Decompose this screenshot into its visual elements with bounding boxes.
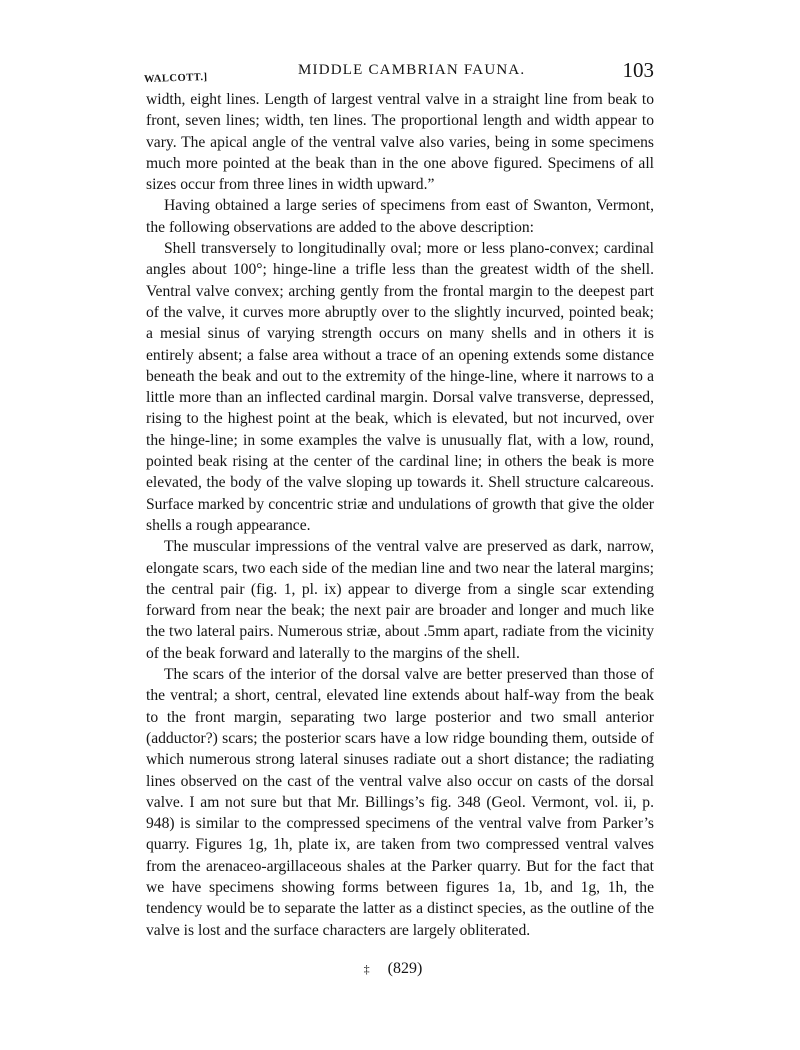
printer-mark: ‡: [363, 962, 370, 976]
folio-number: (829): [387, 960, 423, 977]
paragraph-continuation: width, eight lines. Length of largest ventral valve in a straight line from beak to front, seven lines; width, ten lines. The proportional length and width appear to vary. The apical angle of the ventral valve also varies, being in some specimens much more pointed at the beak than in the one above figured. Specimens of all sizes occur from three lines in width upward.”: [146, 91, 654, 194]
paragraph-shell-description: Shell transversely to longitudinally oval; more or less plano-convex; cardinal angles about 100°; hinge-line a trifle less than the greatest width of the shell. Ventral valve convex; arching gently from the frontal margin to the deepest part of the valve, it curves more abruptly over to the slightly incurved, pointed beak; a mesial sinus of varying strength occurs on many shells and in others it is entirely absent; a false area without a trace of an opening extends some distance beneath the beak and out to the extremity of the hinge-line, where it narrows to a little more than an inflected cardinal margin. Dorsal valve transverse, depressed, rising to the highest point at the beak, which is elevated, but not incurved, over the hinge-line; in some examples the valve is unusually flat, with a low, round, pointed beak rising at the center of the cardinal line; in others the beak is more elevated, the body of the valve sloping up towards it. Shell structure calcareous. Surface marked by concentric striæ and undulations of growth that give the older shells a rough appearance.: [146, 240, 654, 534]
paragraph-observations-intro: Having obtained a large series of specimens from east of Swanton, Vermont, the following observations are added to the above description:: [146, 197, 654, 236]
running-header: [130, 60, 660, 84]
paragraph-dorsal-scars: The scars of the interior of the dorsal valve are better preserved than those of the ventral; a short, central, elevated line extends about half-way from the beak to the front margin, separating two large posterior and two small anterior (adductor?) scars; the posterior scars have a low ridge bounding them, outside of which numerous strong lateral sinuses radiate out a short distance; the radiating lines observed on the cast of the ventral valve also occur on casts of the dorsal valve. I am not sure but that Mr. Billings’s fig. 348 (Geol. Vermont, vol. ii, p. 948) is similar to the compressed specimens of the ventral valve from Parker’s quarry. Figures 1g, 1h, plate ix, are taken from two compressed ventral valves from the arenaceo-argillaceous shales at the Parker quarry. But for the fact that we have specimens showing forms between figures 1a, 1b, and 1g, 1h, the tendency would be to separate the latter as a distinct species, as the outline of the valve is lost and the surface characters are largely obliterated.: [146, 666, 654, 939]
page-footer: [0, 960, 800, 978]
running-title: MIDDLE CAMBRIAN FAUNA.: [298, 62, 526, 78]
page-number: 103: [622, 58, 654, 82]
paragraph-ventral-muscular-impressions: The muscular impressions of the ventral valve are preserved as dark, narrow, elongate scars, two each side of the median line and two near the lateral margins; the central pair (fig. 1, pl. ix) appear to diverge from a single scar extending forward from near the beak; the next pair are broader and longer and much like the two lateral pairs. Numerous striæ, about .5mm apart, radiate from the vicinity of the beak forward and laterally to the margins of the shell.: [146, 538, 654, 662]
running-author: WALCOTT.]: [143, 71, 208, 86]
body-text: [146, 89, 654, 941]
